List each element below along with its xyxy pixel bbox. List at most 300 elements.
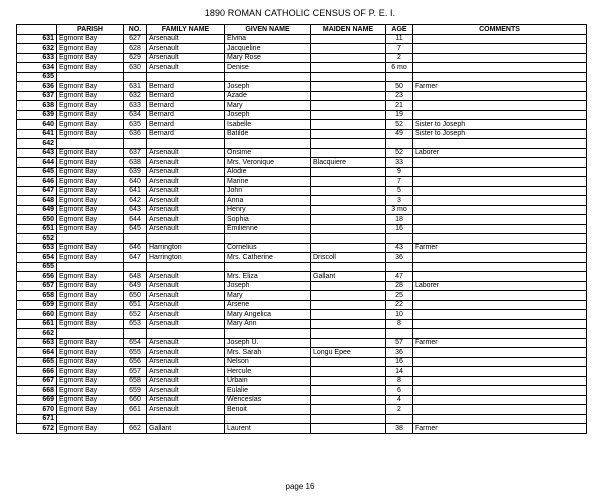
- no-cell: 633: [124, 101, 147, 111]
- family-name-cell: Arsenault: [147, 186, 225, 196]
- no-cell: 643: [124, 205, 147, 215]
- given-name-cell: [225, 234, 311, 244]
- table-row: [17, 348, 587, 358]
- comments-cell: [413, 139, 587, 149]
- header-no: NO.: [124, 25, 147, 35]
- maiden-name-cell: [311, 338, 386, 348]
- no-cell: 637: [124, 148, 147, 158]
- given-name-cell: Alodie: [225, 167, 311, 177]
- parish-cell: [57, 262, 124, 272]
- row-number-cell: 672: [17, 424, 57, 434]
- table-row: [17, 63, 587, 73]
- maiden-name-cell: [311, 215, 386, 225]
- parish-cell: Egmont Bay: [57, 243, 124, 253]
- age-cell: 23: [386, 91, 413, 101]
- maiden-name-cell: Gallant: [311, 272, 386, 282]
- no-cell: 641: [124, 186, 147, 196]
- table-row: [17, 120, 587, 130]
- table-row: [17, 376, 587, 386]
- age-cell: 3: [386, 196, 413, 206]
- given-name-cell: Sophia: [225, 215, 311, 225]
- parish-cell: Egmont Bay: [57, 338, 124, 348]
- parish-cell: Egmont Bay: [57, 196, 124, 206]
- no-cell: 644: [124, 215, 147, 225]
- age-cell: 8: [386, 376, 413, 386]
- maiden-name-cell: [311, 414, 386, 424]
- family-name-cell: Harrington: [147, 243, 225, 253]
- no-cell: 645: [124, 224, 147, 234]
- parish-cell: Egmont Bay: [57, 63, 124, 73]
- parish-cell: [57, 72, 124, 82]
- given-name-cell: Emilienne: [225, 224, 311, 234]
- row-number-cell: 657: [17, 281, 57, 291]
- row-number-cell: 642: [17, 139, 57, 149]
- table-row: [17, 367, 587, 377]
- family-name-cell: [147, 139, 225, 149]
- no-cell: 629: [124, 53, 147, 63]
- comments-cell: [413, 196, 587, 206]
- row-number-cell: 656: [17, 272, 57, 282]
- no-cell: 627: [124, 34, 147, 44]
- row-number-cell: 647: [17, 186, 57, 196]
- age-cell: 57: [386, 338, 413, 348]
- comments-cell: [413, 348, 587, 358]
- parish-cell: Egmont Bay: [57, 82, 124, 92]
- table-row: [17, 300, 587, 310]
- maiden-name-cell: Longu Epee: [311, 348, 386, 358]
- age-cell: 25: [386, 291, 413, 301]
- page-number: page 16: [285, 482, 315, 491]
- table-row: [17, 357, 587, 367]
- age-cell: 18: [386, 215, 413, 225]
- given-name-cell: Mrs. Eliza: [225, 272, 311, 282]
- family-name-cell: Bernard: [147, 82, 225, 92]
- no-cell: 647: [124, 253, 147, 263]
- maiden-name-cell: [311, 34, 386, 44]
- given-name-cell: Eulalie: [225, 386, 311, 396]
- table-row: [17, 338, 587, 348]
- table-row: [17, 386, 587, 396]
- row-number-cell: 660: [17, 310, 57, 320]
- table-row: [17, 196, 587, 206]
- family-name-cell: Arsenault: [147, 367, 225, 377]
- age-cell: 52: [386, 148, 413, 158]
- header-age: AGE: [386, 25, 413, 35]
- given-name-cell: Mrs. Catherine: [225, 253, 311, 263]
- parish-cell: Egmont Bay: [57, 205, 124, 215]
- given-name-cell: [225, 414, 311, 424]
- parish-cell: Egmont Bay: [57, 224, 124, 234]
- comments-cell: [413, 291, 587, 301]
- family-name-cell: Arsenault: [147, 34, 225, 44]
- age-cell: 36: [386, 348, 413, 358]
- row-number-cell: 654: [17, 253, 57, 263]
- age-cell: 3 mo: [386, 205, 413, 215]
- age-cell: [386, 139, 413, 149]
- comments-cell: Farmer: [413, 338, 587, 348]
- no-cell: 638: [124, 158, 147, 168]
- row-number-cell: 649: [17, 205, 57, 215]
- row-number-cell: 648: [17, 196, 57, 206]
- maiden-name-cell: [311, 367, 386, 377]
- comments-cell: Sister to Joseph: [413, 129, 587, 139]
- given-name-cell: Jacqueline: [225, 44, 311, 54]
- comments-cell: [413, 72, 587, 82]
- given-name-cell: Mary Rose: [225, 53, 311, 63]
- table-row: [17, 253, 587, 263]
- age-cell: 2: [386, 405, 413, 415]
- family-name-cell: Arsenault: [147, 291, 225, 301]
- table-row: [17, 158, 587, 168]
- no-cell: 654: [124, 338, 147, 348]
- maiden-name-cell: [311, 101, 386, 111]
- table-body: [17, 34, 587, 433]
- no-cell: 642: [124, 196, 147, 206]
- family-name-cell: [147, 329, 225, 339]
- table-row: [17, 405, 587, 415]
- maiden-name-cell: [311, 110, 386, 120]
- comments-cell: [413, 234, 587, 244]
- no-cell: 661: [124, 405, 147, 415]
- maiden-name-cell: [311, 376, 386, 386]
- maiden-name-cell: [311, 63, 386, 73]
- table-row: [17, 148, 587, 158]
- no-cell: 635: [124, 120, 147, 130]
- table-row: [17, 291, 587, 301]
- row-number-cell: 641: [17, 129, 57, 139]
- row-number-cell: 637: [17, 91, 57, 101]
- age-cell: 10: [386, 310, 413, 320]
- comments-cell: [413, 167, 587, 177]
- family-name-cell: Arsenault: [147, 376, 225, 386]
- given-name-cell: Wenceslas: [225, 395, 311, 405]
- family-name-cell: Arsenault: [147, 196, 225, 206]
- age-cell: 5: [386, 186, 413, 196]
- comments-cell: [413, 215, 587, 225]
- age-cell: 50: [386, 82, 413, 92]
- given-name-cell: Batilde: [225, 129, 311, 139]
- table-row: [17, 234, 587, 244]
- family-name-cell: Harrington: [147, 253, 225, 263]
- no-cell: 657: [124, 367, 147, 377]
- age-cell: [386, 262, 413, 272]
- row-number-cell: 651: [17, 224, 57, 234]
- comments-cell: Laborer: [413, 148, 587, 158]
- given-name-cell: John: [225, 186, 311, 196]
- comments-cell: [413, 262, 587, 272]
- comments-cell: [413, 414, 587, 424]
- maiden-name-cell: [311, 291, 386, 301]
- maiden-name-cell: [311, 405, 386, 415]
- family-name-cell: Arsenault: [147, 167, 225, 177]
- row-number-cell: 645: [17, 167, 57, 177]
- no-cell: 656: [124, 357, 147, 367]
- parish-cell: Egmont Bay: [57, 386, 124, 396]
- family-name-cell: Bernard: [147, 91, 225, 101]
- table-row: [17, 281, 587, 291]
- row-number-cell: 670: [17, 405, 57, 415]
- row-number-cell: 638: [17, 101, 57, 111]
- maiden-name-cell: [311, 234, 386, 244]
- table-row: [17, 395, 587, 405]
- row-number-cell: 636: [17, 82, 57, 92]
- table-row: [17, 53, 587, 63]
- age-cell: 43: [386, 243, 413, 253]
- age-cell: 6: [386, 386, 413, 396]
- no-cell: 632: [124, 91, 147, 101]
- age-cell: 22: [386, 300, 413, 310]
- table-row: [17, 72, 587, 82]
- age-cell: 16: [386, 224, 413, 234]
- maiden-name-cell: Driscoll: [311, 253, 386, 263]
- family-name-cell: Bernard: [147, 110, 225, 120]
- family-name-cell: Arsenault: [147, 224, 225, 234]
- table-row: [17, 34, 587, 44]
- given-name-cell: Isabelle: [225, 120, 311, 130]
- row-number-cell: 632: [17, 44, 57, 54]
- no-cell: 658: [124, 376, 147, 386]
- parish-cell: Egmont Bay: [57, 367, 124, 377]
- parish-cell: Egmont Bay: [57, 395, 124, 405]
- row-number-cell: 665: [17, 357, 57, 367]
- family-name-cell: Bernard: [147, 129, 225, 139]
- no-cell: 631: [124, 82, 147, 92]
- row-number-cell: 652: [17, 234, 57, 244]
- comments-cell: [413, 272, 587, 282]
- row-number-cell: 662: [17, 329, 57, 339]
- given-name-cell: Mary Ann: [225, 319, 311, 329]
- comments-cell: Laborer: [413, 281, 587, 291]
- maiden-name-cell: [311, 424, 386, 434]
- comments-cell: [413, 386, 587, 396]
- row-number-cell: 635: [17, 72, 57, 82]
- table-row: [17, 186, 587, 196]
- row-number-cell: 633: [17, 53, 57, 63]
- parish-cell: Egmont Bay: [57, 34, 124, 44]
- row-number-cell: 655: [17, 262, 57, 272]
- given-name-cell: Denise: [225, 63, 311, 73]
- parish-cell: Egmont Bay: [57, 177, 124, 187]
- table-row: [17, 329, 587, 339]
- parish-cell: Egmont Bay: [57, 348, 124, 358]
- given-name-cell: Joseph: [225, 110, 311, 120]
- family-name-cell: Bernard: [147, 101, 225, 111]
- age-cell: [386, 234, 413, 244]
- parish-cell: Egmont Bay: [57, 44, 124, 54]
- age-cell: 52: [386, 120, 413, 130]
- table-header-row: [17, 25, 587, 35]
- row-number-cell: 669: [17, 395, 57, 405]
- row-number-cell: 650: [17, 215, 57, 225]
- comments-cell: [413, 376, 587, 386]
- family-name-cell: Arsenault: [147, 53, 225, 63]
- no-cell: [124, 262, 147, 272]
- parish-cell: [57, 329, 124, 339]
- comments-cell: [413, 300, 587, 310]
- row-number-cell: 646: [17, 177, 57, 187]
- comments-cell: Farmer: [413, 82, 587, 92]
- comments-cell: [413, 205, 587, 215]
- comments-cell: [413, 158, 587, 168]
- comments-cell: Farmer: [413, 424, 587, 434]
- parish-cell: Egmont Bay: [57, 110, 124, 120]
- maiden-name-cell: [311, 357, 386, 367]
- no-cell: 651: [124, 300, 147, 310]
- comments-cell: [413, 357, 587, 367]
- family-name-cell: [147, 72, 225, 82]
- no-cell: 662: [124, 424, 147, 434]
- no-cell: 660: [124, 395, 147, 405]
- maiden-name-cell: [311, 262, 386, 272]
- table-row: [17, 424, 587, 434]
- age-cell: 7: [386, 177, 413, 187]
- parish-cell: Egmont Bay: [57, 291, 124, 301]
- row-number-cell: 634: [17, 63, 57, 73]
- family-name-cell: Arsenault: [147, 63, 225, 73]
- family-name-cell: Arsenault: [147, 319, 225, 329]
- header-maiden-name: MAIDEN NAME: [311, 25, 386, 35]
- table-row: [17, 167, 587, 177]
- maiden-name-cell: [311, 72, 386, 82]
- parish-cell: Egmont Bay: [57, 186, 124, 196]
- comments-cell: [413, 63, 587, 73]
- no-cell: 652: [124, 310, 147, 320]
- age-cell: [386, 329, 413, 339]
- family-name-cell: Arsenault: [147, 395, 225, 405]
- age-cell: 28: [386, 281, 413, 291]
- parish-cell: Egmont Bay: [57, 357, 124, 367]
- parish-cell: Egmont Bay: [57, 281, 124, 291]
- no-cell: [124, 139, 147, 149]
- age-cell: 47: [386, 272, 413, 282]
- age-cell: 21: [386, 101, 413, 111]
- comments-cell: [413, 101, 587, 111]
- given-name-cell: Joseph: [225, 281, 311, 291]
- age-cell: 6 mo: [386, 63, 413, 73]
- table-row: [17, 205, 587, 215]
- parish-cell: Egmont Bay: [57, 300, 124, 310]
- table-row: [17, 319, 587, 329]
- age-cell: [386, 414, 413, 424]
- table-row: [17, 215, 587, 225]
- age-cell: 33: [386, 158, 413, 168]
- table-row: [17, 129, 587, 139]
- given-name-cell: [225, 262, 311, 272]
- row-number-cell: 671: [17, 414, 57, 424]
- given-name-cell: [225, 72, 311, 82]
- page-title: 1890 ROMAN CATHOLIC CENSUS OF P. E. I.: [204, 8, 396, 18]
- parish-cell: Egmont Bay: [57, 376, 124, 386]
- table-row: [17, 262, 587, 272]
- maiden-name-cell: [311, 386, 386, 396]
- family-name-cell: Arsenault: [147, 386, 225, 396]
- given-name-cell: Onsime: [225, 148, 311, 158]
- age-cell: 36: [386, 253, 413, 263]
- given-name-cell: Mary Angelica: [225, 310, 311, 320]
- family-name-cell: Arsenault: [147, 300, 225, 310]
- no-cell: 640: [124, 177, 147, 187]
- maiden-name-cell: [311, 148, 386, 158]
- parish-cell: Egmont Bay: [57, 158, 124, 168]
- comments-cell: [413, 329, 587, 339]
- parish-cell: Egmont Bay: [57, 129, 124, 139]
- comments-cell: [413, 91, 587, 101]
- parish-cell: Egmont Bay: [57, 167, 124, 177]
- maiden-name-cell: [311, 53, 386, 63]
- no-cell: [124, 234, 147, 244]
- maiden-name-cell: [311, 167, 386, 177]
- maiden-name-cell: [311, 91, 386, 101]
- family-name-cell: [147, 414, 225, 424]
- no-cell: 634: [124, 110, 147, 120]
- age-cell: 2: [386, 53, 413, 63]
- table-row: [17, 82, 587, 92]
- row-number-cell: 666: [17, 367, 57, 377]
- no-cell: 650: [124, 291, 147, 301]
- row-number-cell: 644: [17, 158, 57, 168]
- given-name-cell: Nelson: [225, 357, 311, 367]
- table-row: [17, 101, 587, 111]
- family-name-cell: Arsenault: [147, 405, 225, 415]
- row-number-cell: 643: [17, 148, 57, 158]
- family-name-cell: Arsenault: [147, 281, 225, 291]
- header-row-number: [17, 25, 57, 35]
- family-name-cell: [147, 262, 225, 272]
- row-number-cell: 667: [17, 376, 57, 386]
- family-name-cell: Arsenault: [147, 158, 225, 168]
- given-name-cell: Azade: [225, 91, 311, 101]
- maiden-name-cell: [311, 243, 386, 253]
- row-number-cell: 664: [17, 348, 57, 358]
- parish-cell: Egmont Bay: [57, 253, 124, 263]
- parish-cell: [57, 414, 124, 424]
- given-name-cell: Arsene: [225, 300, 311, 310]
- comments-cell: [413, 310, 587, 320]
- family-name-cell: Arsenault: [147, 338, 225, 348]
- header-parish: PARISH: [57, 25, 124, 35]
- family-name-cell: Arsenault: [147, 215, 225, 225]
- maiden-name-cell: [311, 129, 386, 139]
- maiden-name-cell: [311, 224, 386, 234]
- table-row: [17, 139, 587, 149]
- comments-cell: [413, 395, 587, 405]
- maiden-name-cell: [311, 310, 386, 320]
- maiden-name-cell: [311, 196, 386, 206]
- maiden-name-cell: [311, 300, 386, 310]
- maiden-name-cell: [311, 120, 386, 130]
- family-name-cell: Arsenault: [147, 44, 225, 54]
- no-cell: 630: [124, 63, 147, 73]
- given-name-cell: Urbain: [225, 376, 311, 386]
- given-name-cell: Anna: [225, 196, 311, 206]
- given-name-cell: Cornelius: [225, 243, 311, 253]
- table-row: [17, 310, 587, 320]
- parish-cell: Egmont Bay: [57, 91, 124, 101]
- age-cell: 7: [386, 44, 413, 54]
- maiden-name-cell: [311, 44, 386, 54]
- given-name-cell: [225, 329, 311, 339]
- family-name-cell: Arsenault: [147, 272, 225, 282]
- no-cell: 655: [124, 348, 147, 358]
- comments-cell: [413, 177, 587, 187]
- given-name-cell: [225, 139, 311, 149]
- maiden-name-cell: [311, 186, 386, 196]
- no-cell: 636: [124, 129, 147, 139]
- table-row: [17, 243, 587, 253]
- parish-cell: [57, 234, 124, 244]
- comments-cell: Farmer: [413, 243, 587, 253]
- family-name-cell: Arsenault: [147, 357, 225, 367]
